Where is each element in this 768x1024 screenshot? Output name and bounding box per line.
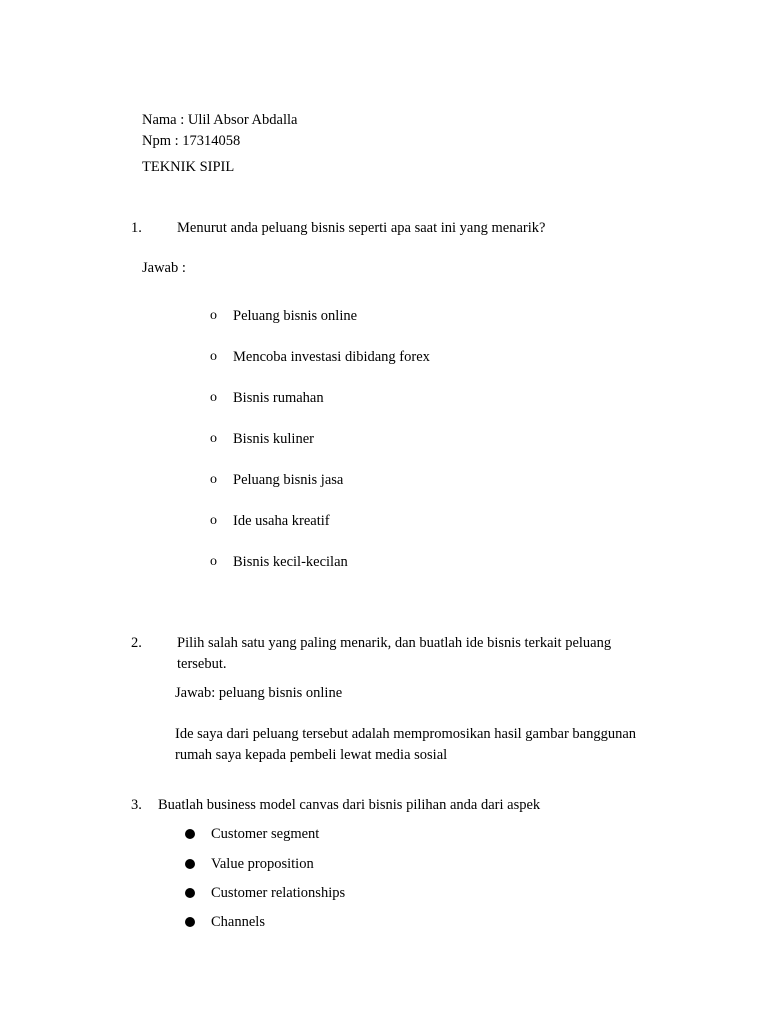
question-2-text-line-2: tersebut. [177,656,227,672]
list-item-label: Customer segment [211,826,320,842]
department: TEKNIK SIPIL [142,159,235,175]
question-1-number: 1. [131,220,142,236]
circle-bullet-icon: o [210,390,217,405]
list-item-label: Bisnis rumahan [233,390,324,406]
list-item-label: Ide usaha kreatif [233,513,330,529]
question-2-number: 2. [131,635,142,651]
list-item-label: Mencoba investasi dibidang forex [233,349,430,365]
question-1-answer-label: Jawab : [142,260,186,276]
list-item-label: Peluang bisnis jasa [233,472,344,488]
list-item-label: Channels [211,914,265,930]
circle-bullet-icon: o [210,349,217,364]
question-3-number: 3. [131,797,142,813]
bullet-dot-icon [185,917,195,927]
question-2-idea-line-2: rumah saya kepada pembeli lewat media sosial [175,747,448,763]
question-2-answer: Jawab: peluang bisnis online [175,685,343,701]
student-name: Nama : Ulil Absor Abdalla [142,112,298,128]
circle-bullet-icon: o [210,554,217,569]
circle-bullet-icon: o [210,308,217,323]
bullet-dot-icon [185,859,195,869]
question-3-text: Buatlah business model canvas dari bisnis pilihan anda dari aspek [158,797,541,813]
circle-bullet-icon: o [210,472,217,487]
circle-bullet-icon: o [210,513,217,528]
list-item-label: Customer relationships [211,885,346,901]
list-item-label: Value proposition [211,856,314,872]
question-1-text: Menurut anda peluang bisnis seperti apa saat ini yang menarik? [177,220,546,236]
question-2-idea-line-1: Ide saya dari peluang tersebut adalah mempromosikan hasil gambar banggunan [175,726,637,742]
bullet-dot-icon [185,829,195,839]
list-item-label: Bisnis kecil-kecilan [233,554,348,570]
question-2-text-line-1: Pilih salah satu yang paling menarik, dan buatlah ide bisnis terkait peluang [177,635,612,651]
student-npm: Npm : 17314058 [142,133,241,149]
list-item-label: Bisnis kuliner [233,431,314,447]
bullet-dot-icon [185,888,195,898]
list-item-label: Peluang bisnis online [233,308,358,324]
circle-bullet-icon: o [210,431,217,446]
